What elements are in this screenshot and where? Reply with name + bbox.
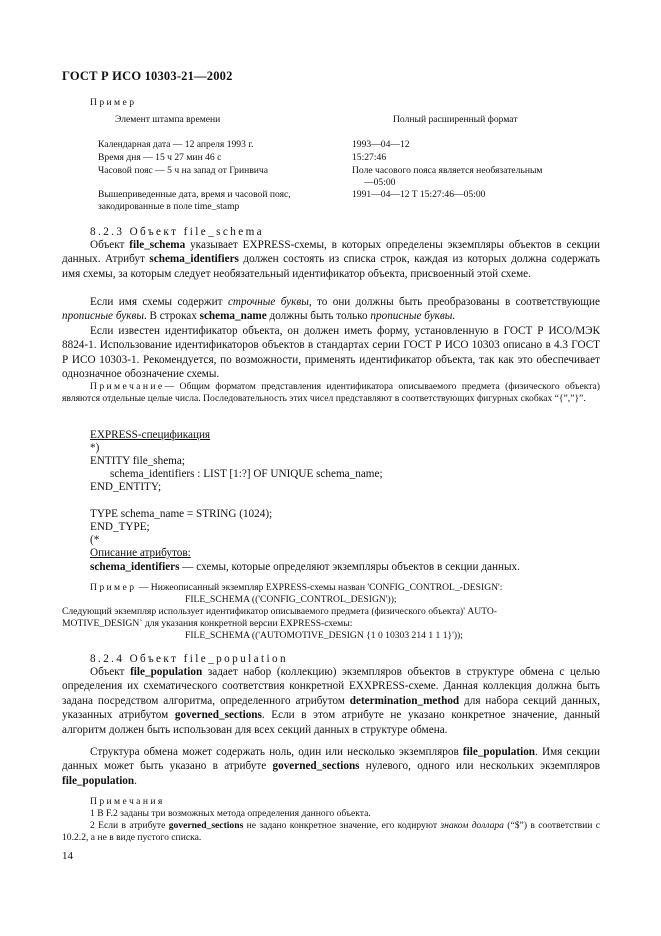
example-line <box>90 582 502 594</box>
notes-label: Примечания <box>90 796 165 807</box>
table-row-right: 1993—04—12 <box>352 139 410 150</box>
paragraph: Если имя схемы содержит строчные буквы, то они должны быть преобразованы в соответствующие прописные буквы. В строках schema_name должны быть только прописные буквы. <box>62 296 600 323</box>
table-row-right: 1991—04—12 T 15:27:46—05:00 <box>352 189 486 200</box>
emphasis: строчные буквы <box>227 296 309 308</box>
note-item: 1 В F.2 заданы три возможных метода определения данного объекта. <box>90 808 371 819</box>
document-header: ГОСТ Р ИСО 10303-21—2002 <box>62 69 233 83</box>
note-text: 2 Если в атрибуте <box>90 820 169 831</box>
example-text: Следующий экземпляр использует идентификатор описываемого предмета (физического объекта)' AUTO- <box>62 606 498 617</box>
term: schema_name <box>199 310 267 323</box>
attribute-text: — схемы, которые определяют экземпляры объектов в секции данных. <box>179 561 520 573</box>
table-row-left: Часовой пояс — 5 ч на запад от Гринвича <box>98 165 268 176</box>
emphasis: знаком доллара <box>440 820 504 831</box>
note-text: — Общим форматом представления идентификатора описываемого предмета (физического объекта) являются отдельные целые числа. Последовательность этих чисел представляют в соответствующих фигурных скобках “{”,”}”. <box>62 381 600 404</box>
paragraph: Если известен идентификатор объекта, он должен иметь форму, установленную в ГОСТ Р ИСО/МЭК 8824-1. Использование идентификаторов объектов в стандартах серии ГОСТ Р ИСО 10303 описано в 4.3 ГОСТ Р ИСО 10303-1. Рекомендуется, по возможности, применять идентификатор объекта, так как это обеспечивает однозначное обозначение схемы. <box>62 325 600 381</box>
section-title: 8.2.3 Объект file_schema <box>90 226 265 238</box>
term: governed_sections <box>272 760 360 773</box>
table-col-head-format: Полный расширенный формат <box>393 114 518 125</box>
note <box>62 381 600 405</box>
code-line: FILE_SCHEMA (('CONFIG_CONTROL_DESIGN')); <box>185 594 397 605</box>
emphasis: прописные буквы <box>62 310 144 323</box>
example-text: MOTIVE_DESIGN` для указания конкретной версии EXPRESS-схемы: <box>62 618 353 629</box>
term: file_schema <box>129 239 186 251</box>
page-number: 14 <box>62 850 73 862</box>
term: determination_method <box>349 694 460 707</box>
term: governed_sections <box>168 820 244 831</box>
note-text: не задано конкретное значение, его кодируют <box>243 820 441 831</box>
table-row-right: Поле часового пояса является необязательным <box>352 165 543 176</box>
note-text: (“$”) в соответствии с 10.2.2, а не в виде пустого списка. <box>62 820 600 843</box>
code-line: END_TYPE; <box>90 521 150 533</box>
term: schema_identifiers <box>149 253 239 266</box>
code-line: ENTITY file_shema; <box>90 455 185 467</box>
table-row-right: 15:27:46 <box>352 152 387 163</box>
term: file_population <box>130 666 203 678</box>
example-label: Пример <box>90 97 137 108</box>
code-line: END_ENTITY; <box>90 481 162 493</box>
term: file_population <box>462 746 536 758</box>
table-row-left: Календарная дата — 12 апреля 1993 г. <box>98 139 254 150</box>
code-line: *) <box>90 442 100 454</box>
paragraph: Объект file_population задает набор (коллекцию) экземпляров объектов в структуре обмена с целью определения их схематического соответствия конкретной EXXPRESS-схеме. Данная коллекция должна быть задана посредством алгоритма, определенного атрибутом determination_method для набора секций данных, указанных атрибутом governed_sections. Если в этом атрибуте не указано конкретное значение, данный алгоритм должен быть использован для всех секций данных в структуре обмена. <box>62 666 601 736</box>
term: file_population <box>62 774 135 787</box>
note-item <box>62 820 600 844</box>
example-label: Пример <box>90 582 137 593</box>
note-label: Примечание <box>90 381 165 392</box>
example-text: — Нижеописанный экземпляр EXPRESS-схемы назван 'CONFIG_CONTROL_-DESIGN': <box>138 582 503 593</box>
code-line: TYPE schema_name = STRING (1024); <box>90 508 273 520</box>
table-row-left: закодированные в поле time_stamp <box>98 201 240 212</box>
paragraph: Объект file_schema указывает EXPRESS-схемы, в которых определены экземпляры объектов в секции данных. Атрибут schema_identifiers должен состоять из списка строк, каждая из которых должна содержать имя схемы, за которым следует необязательный идентификатор объекта, присвоенный этой схеме. <box>62 239 600 280</box>
emphasis: прописные буквы. <box>370 310 456 323</box>
table-row-right: —05:00 <box>364 177 396 188</box>
code-line: FILE_SCHEMA (('AUTOMOTIVE_DESIGN {1 0 10303 214 1 1 1}')); <box>185 630 463 641</box>
express-heading: EXPRESS-спецификация <box>90 429 211 441</box>
table-col-head-element: Элемент штампа времени <box>115 114 221 125</box>
code-line: schema_identifiers : LIST [1:?] OF UNIQUE schema_name; <box>110 468 383 480</box>
attribute-description <box>90 560 520 574</box>
term: governed_sections <box>174 709 262 722</box>
attributes-heading: Описание атрибутов: <box>90 547 191 559</box>
table-row-left: Вышеприведенные дата, время и часовой пояс, <box>98 189 291 200</box>
table-row-left: Время дня — 15 ч 27 мин 46 с <box>98 152 222 163</box>
term: schema_identifiers <box>90 561 180 573</box>
code-line: (* <box>90 534 100 546</box>
paragraph: Структура обмена может содержать ноль, один или несколько экземпляров file_population. Имя секции данных может быть указано в атрибуте governed_sections нулевого, одного или нескольких экземпляров file_population. <box>62 746 601 787</box>
section-title: 8.2.4 Объект file_population <box>90 653 288 665</box>
